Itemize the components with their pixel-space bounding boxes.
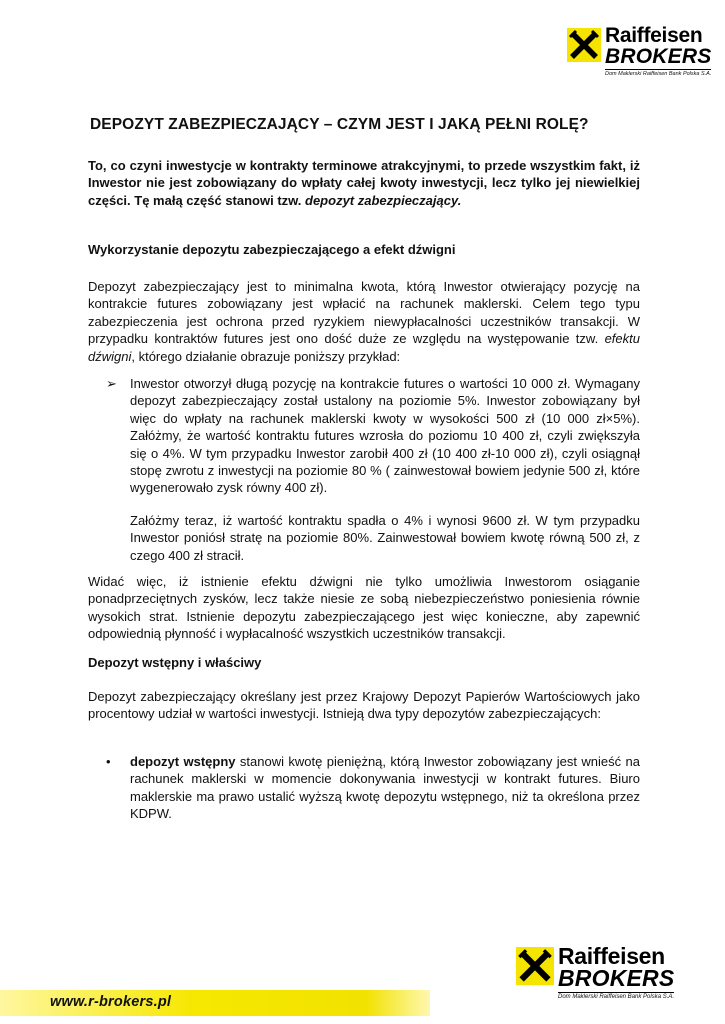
example-loss: Załóżmy teraz, iż wartość kontraktu spadła o 4% i wynosi 9600 zł. W tym przypadku Inwestor poniósł stratę na poziomie 80%. Zainwestował bowiem kwotę równą 500 zł, z czego 400 zł stracił. xyxy=(130,512,640,563)
footer-website-link[interactable]: www.r-brokers.pl xyxy=(50,994,172,1010)
leverage-italic-term: efektu dźwigni xyxy=(88,331,640,364)
lead-paragraph xyxy=(88,157,640,209)
logo-tagline: Dom Maklerski Raiffeisen Bank Polska S.A. xyxy=(558,994,675,1000)
logo-word-brokers: BROKERS xyxy=(605,45,712,68)
example-gain: Inwestor otworzył długą pozycję na kontrakcie futures o wartości 10 000 zł. Wymagany depozyt zabezpieczający został ustalony na poziomie 5%. Inwestor zobowiązany był więc do wpłaty na rachunek maklerski kwoty w wysokości 500 zł (10 000 zł×5%). Załóżmy, że wartość kontraktu futures wzrosła do poziomu 10 400 zł, czyli zwiększyła się o 4%. W tym przypadku Inwestor zarobił 400 zł (10 400 zł-10 000 zł), czyli osiągnął stopę zwrotu z inwestycji na poziomie 80 % ( zainwestował bowiem jedynie 500 zł, które wygenerowało zysk równy 400 zł). xyxy=(130,376,640,496)
arrow-bullet-icon: ➢ xyxy=(106,376,117,391)
lead-italic-term: depozyt zabezpieczający. xyxy=(305,192,462,208)
margin-type-term: depozyt wstępny xyxy=(130,754,236,769)
raiffeisen-brokers-logo-footer xyxy=(516,945,674,1001)
logo-tagline: Dom Maklerski Raiffeisen Bank Polska S.A. xyxy=(605,71,712,77)
logo-word-raiffeisen: Raiffeisen xyxy=(605,24,703,47)
raiffeisen-brokers-logo xyxy=(567,26,711,78)
section-heading-leverage: Wykorzystanie depozytu zabezpieczającego a efekt dźwigni xyxy=(88,242,456,257)
leverage-conclusion: Widać więc, iż istnienie efektu dźwigni nie tylko umożliwia Inwestorom osiąganie ponadprzeciętnych zysków, lecz także niesie ze sobą niebezpieczeństwo poniesienia równie wysokich strat. Istnienie depozytu zabezpieczającego jest więc konieczne, aby zapewnić odpowiednią płynność i wypłacalność wszystkich uczestników transakcji. xyxy=(88,574,640,642)
raiffeisen-gable-cross-icon xyxy=(516,947,554,985)
margin-type-description: stanowi kwotę pieniężną, którą Inwestor zobowiązany jest wnieść na rachunek maklerski w momencie dokonywania inwestycji w kontrakt futures. Biuro maklerskie ma prawo ustalić wyższą kwotę depozytu wstępnego, niż ta określona przez KDPW. xyxy=(130,754,640,822)
margin-type-list-item xyxy=(88,753,640,823)
leverage-text-start: Depozyt zabezpieczający jest to minimalna kwota, którą Inwestor otwierający pozycję na kontrakcie futures zobowiązany jest wpłacić na rachunek maklerski. Celem tego typu zabezpieczenia jest ochrona przed ryzykiem niewypłacalności uczestników transakcji. W przypadku kontraktów futures jest ono dość duże ze względu na występowanie tzw. xyxy=(88,279,640,347)
logo-word-raiffeisen: Raiffeisen xyxy=(558,943,665,969)
raiffeisen-gable-cross-icon xyxy=(567,28,601,62)
logo-word-brokers: BROKERS xyxy=(558,965,675,991)
dot-bullet-icon: • xyxy=(106,754,111,769)
page-title: DEPOZYT ZABEZPIECZAJĄCY – CZYM JEST I JAKĄ PEŁNI ROLĘ? xyxy=(90,116,589,133)
lead-text: To, co czyni inwestycje w kontrakty terminowe atrakcyjnymi, to przede wszystkim fakt, iż Inwestor nie jest zobowiązany do wpłaty całej kwoty inwestycji, lecz tylko jej niewielkiej części. Tę małą część stanowi tzw. xyxy=(88,158,640,208)
example-list-item xyxy=(88,375,640,564)
section-heading-initial-margin: Depozyt wstępny i właściwy xyxy=(88,655,262,670)
margin-types-paragraph: Depozyt zabezpieczający określany jest przez Krajowy Depozyt Papierów Wartościowych jako procentowy udział w wartości inwestycji. Istnieją dwa typy depozytów zabezpieczających: xyxy=(88,689,640,722)
leverage-paragraph xyxy=(88,278,640,365)
leverage-text-end: , którego działanie obrazuje poniższy przykład: xyxy=(131,348,401,364)
